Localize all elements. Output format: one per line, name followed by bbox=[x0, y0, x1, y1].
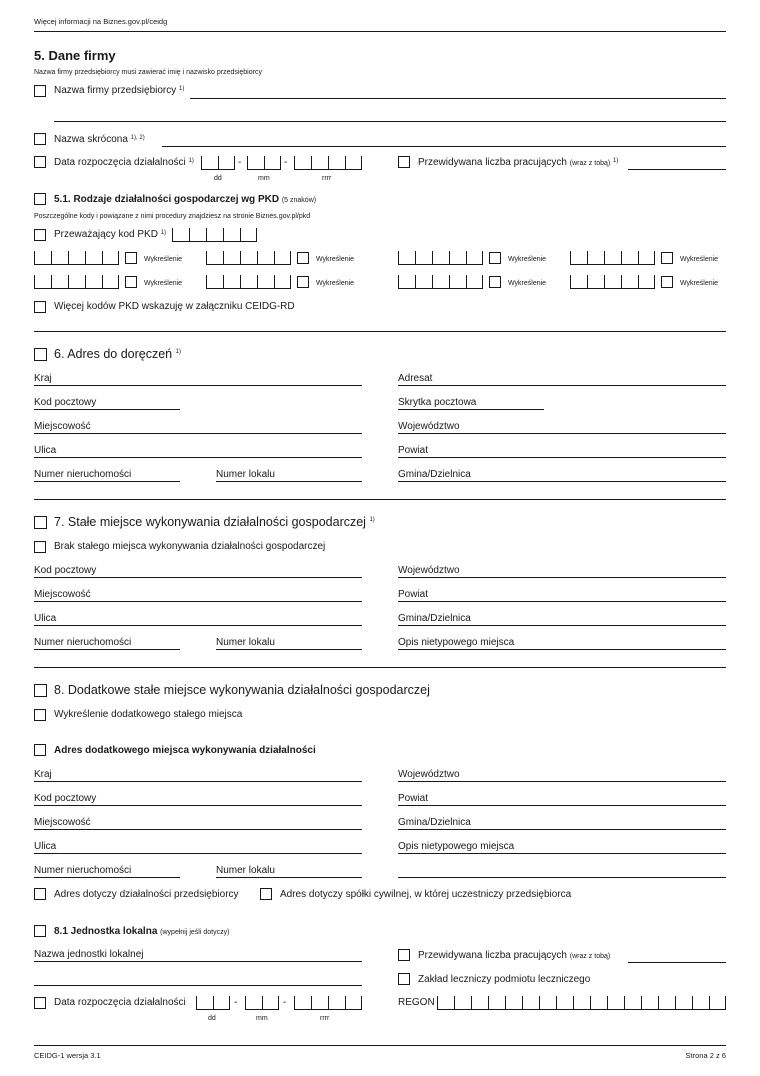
s6-gmina-field[interactable] bbox=[398, 481, 726, 482]
pkd-code-1[interactable] bbox=[34, 251, 119, 265]
s8-miejscowosc-label: Miejscowość bbox=[34, 817, 91, 828]
section-8-checkbox[interactable] bbox=[34, 684, 47, 697]
pkd-strike-label: Wykreślenie bbox=[680, 280, 719, 287]
more-pkd-label: Więcej kodów PKD wskazuję w załączniku CEIDG-RD bbox=[54, 301, 295, 312]
s8-strike-label: Wykreślenie dodatkowego stałego miejsca bbox=[54, 709, 243, 720]
s7-powiat-label: Powiat bbox=[398, 589, 429, 600]
s81-start-year[interactable] bbox=[294, 996, 362, 1010]
pkd-code-4[interactable] bbox=[570, 251, 655, 265]
pkd-section-title: 5.1. Rodzaje działalności gospodarczej wg PKD (5 znaków) bbox=[54, 194, 317, 205]
s6-wojewodztwo-field[interactable] bbox=[398, 433, 726, 434]
date-dash: - bbox=[283, 997, 287, 1008]
employees-checkbox[interactable] bbox=[398, 156, 410, 168]
s7-opis-label: Opis nietypowego miejsca bbox=[398, 637, 515, 648]
rrrr-hint: rrrr bbox=[322, 175, 332, 182]
pkd-strike-label: Wykreślenie bbox=[680, 256, 719, 263]
s8-miejscowosc-field[interactable] bbox=[34, 829, 362, 830]
pkd-strike-label: Wykreślenie bbox=[144, 280, 183, 287]
section-6-title: 6. Adres do doręczeń $^{1)}$ bbox=[54, 347, 181, 361]
s81-unit-name-field[interactable] bbox=[34, 961, 362, 962]
s7-nr-nier-label: Numer nieruchomości bbox=[34, 637, 132, 648]
s81-medical-checkbox[interactable] bbox=[398, 973, 410, 985]
s81-checkbox[interactable] bbox=[34, 925, 46, 937]
s81-unit-name-label: Nazwa jednostki lokalnej bbox=[34, 949, 144, 960]
pkd-strike-checkbox[interactable] bbox=[489, 252, 501, 264]
s7-wojewodztwo-label: Województwo bbox=[398, 565, 460, 576]
s6-nr-lok-label: Numer lokalu bbox=[216, 469, 275, 480]
footer-page: Strona 2 z 6 bbox=[685, 1051, 726, 1060]
s81-medical-label: Zakład leczniczy podmiotu leczniczego bbox=[418, 974, 591, 985]
start-date-month[interactable] bbox=[247, 156, 281, 170]
s81-start-day[interactable] bbox=[196, 996, 230, 1010]
pkd-strike-checkbox[interactable] bbox=[125, 276, 137, 288]
s6-kod-label: Kod pocztowy bbox=[34, 397, 97, 408]
pkd-strike-label: Wykreślenie bbox=[508, 280, 547, 287]
pkd-strike-label: Wykreślenie bbox=[316, 280, 355, 287]
s6-skrytka-label: Skrytka pocztowa bbox=[398, 397, 477, 408]
pkd-code-6[interactable] bbox=[206, 275, 291, 289]
s81-employees-label: Przewidywana liczba pracujących (wraz z tobą) bbox=[418, 950, 611, 961]
s81-start-date-label: Data rozpoczęcia działalności bbox=[54, 997, 186, 1008]
mm-hint: mm bbox=[258, 175, 270, 182]
start-date-day[interactable] bbox=[201, 156, 235, 170]
s7-nr-lok-label: Numer lokalu bbox=[216, 637, 275, 648]
rrrr-hint: rrrr bbox=[320, 1015, 330, 1022]
s6-nr-nier-field[interactable] bbox=[34, 481, 180, 482]
main-pkd-code[interactable] bbox=[172, 228, 257, 242]
main-pkd-label: Przeważający kod PKD $^{1)}$ bbox=[54, 229, 167, 240]
pkd-code-2[interactable] bbox=[206, 251, 291, 265]
s8-concerns-entrepreneur-checkbox[interactable] bbox=[34, 888, 46, 900]
pkd-strike-label: Wykreślenie bbox=[316, 256, 355, 263]
pkd-section-checkbox[interactable] bbox=[34, 193, 46, 205]
firm-name-label: Nazwa firmy przedsiębiorcy $^{1)}$ bbox=[54, 85, 185, 96]
main-pkd-checkbox[interactable] bbox=[34, 229, 46, 241]
pkd-strike-label: Wykreślenie bbox=[144, 256, 183, 263]
s8-opis-label: Opis nietypowego miejsca bbox=[398, 841, 515, 852]
dd-hint: dd bbox=[214, 175, 222, 182]
s8-address-title: Adres dodatkowego miejsca wykonywania działalności bbox=[54, 745, 316, 756]
s6-skrytka-field[interactable] bbox=[398, 409, 544, 410]
s6-nr-lok-field[interactable] bbox=[216, 481, 362, 482]
date-dash: - bbox=[284, 157, 288, 168]
header-info: Więcej informacji na Biznes.gov.pl/ceidg bbox=[34, 17, 168, 26]
s7-wojewodztwo-field[interactable] bbox=[398, 577, 726, 578]
s8-nr-nier-label: Numer nieruchomości bbox=[34, 865, 132, 876]
s8-address-checkbox[interactable] bbox=[34, 744, 46, 756]
s6-gmina-label: Gmina/Dzielnica bbox=[398, 469, 471, 480]
mm-hint: mm bbox=[256, 1015, 268, 1022]
s7-nr-lok-field[interactable] bbox=[216, 649, 362, 650]
s8-nr-lok-label: Numer lokalu bbox=[216, 865, 275, 876]
s81-employees-field[interactable] bbox=[628, 962, 726, 963]
s8-strike-checkbox[interactable] bbox=[34, 709, 46, 721]
s8-wojewodztwo-field[interactable] bbox=[398, 781, 726, 782]
dd-hint: dd bbox=[208, 1015, 216, 1022]
section-8-title: 8. Dodatkowe stałe miejsce wykonywania działalności gospodarczej bbox=[54, 683, 430, 697]
section-7-title: 7. Stałe miejsce wykonywania działalności gospodarczej $^{1)}$ bbox=[54, 515, 375, 529]
start-date-label: Data rozpoczęcia działalności $^{1)}$ bbox=[54, 157, 194, 168]
s81-regon-label: REGON bbox=[398, 997, 435, 1008]
s7-kod-label: Kod pocztowy bbox=[34, 565, 97, 576]
s81-employees-checkbox[interactable] bbox=[398, 949, 410, 961]
s6-ulica-field[interactable] bbox=[34, 457, 362, 458]
s8-gmina-label: Gmina/Dzielnica bbox=[398, 817, 471, 828]
pkd-code-5[interactable] bbox=[34, 275, 119, 289]
short-name-label: Nazwa skrócona $^{1), 2)}$ bbox=[54, 134, 145, 145]
short-name-checkbox[interactable] bbox=[34, 133, 46, 145]
s8-nr-nier-field[interactable] bbox=[34, 877, 180, 878]
s8-gmina-field[interactable] bbox=[398, 829, 726, 830]
s8-kod-field[interactable] bbox=[34, 805, 362, 806]
s6-wojewodztwo-label: Województwo bbox=[398, 421, 460, 432]
divider bbox=[34, 31, 726, 32]
date-dash: - bbox=[234, 997, 238, 1008]
divider bbox=[34, 1045, 726, 1046]
footer-version: CEIDG-1 wersja 3.1 bbox=[34, 1051, 101, 1060]
pkd-strike-checkbox[interactable] bbox=[661, 252, 673, 264]
s7-miejscowosc-field[interactable] bbox=[34, 601, 362, 602]
pkd-code-3[interactable] bbox=[398, 251, 483, 265]
divider bbox=[34, 667, 726, 668]
s6-adresat-label: Adresat bbox=[398, 373, 433, 384]
pkd-strike-checkbox[interactable] bbox=[125, 252, 137, 264]
s81-title: 8.1 Jednostka lokalna (wypełnij jeśli dotyczy) bbox=[54, 926, 230, 937]
start-date-checkbox[interactable] bbox=[34, 156, 46, 168]
s6-nr-nier-label: Numer nieruchomości bbox=[34, 469, 132, 480]
s81-unit-name-field-line2[interactable] bbox=[34, 985, 362, 986]
date-dash: - bbox=[238, 157, 242, 168]
short-name-field[interactable] bbox=[162, 146, 726, 147]
s81-regon-field[interactable] bbox=[437, 996, 726, 1010]
pkd-strike-checkbox[interactable] bbox=[489, 276, 501, 288]
s8-nr-lok-field[interactable] bbox=[216, 877, 362, 878]
s8-kod-label: Kod pocztowy bbox=[34, 793, 97, 804]
s7-ulica-label: Ulica bbox=[34, 613, 57, 624]
s6-adresat-field[interactable] bbox=[398, 385, 726, 386]
s6-miejscowosc-field[interactable] bbox=[34, 433, 362, 434]
employees-field[interactable] bbox=[628, 169, 726, 170]
s81-start-date-checkbox[interactable] bbox=[34, 997, 46, 1009]
employees-label: Przewidywana liczba pracujących (wraz z tobą) $^{1)}$ bbox=[418, 157, 619, 168]
s8-kraj-label: Kraj bbox=[34, 769, 52, 780]
s6-ulica-label: Ulica bbox=[34, 445, 57, 456]
section-7-checkbox[interactable] bbox=[34, 516, 47, 529]
s7-ulica-field[interactable] bbox=[34, 625, 362, 626]
pkd-strike-checkbox[interactable] bbox=[297, 276, 309, 288]
s7-opis-field[interactable] bbox=[398, 649, 726, 650]
section-5-note: Nazwa firmy przedsiębiorcy musi zawierać imię i nazwisko przedsiębiorcy bbox=[34, 69, 262, 76]
pkd-strike-checkbox[interactable] bbox=[297, 252, 309, 264]
s8-ulica-field[interactable] bbox=[34, 853, 362, 854]
divider bbox=[34, 499, 726, 500]
s8-wojewodztwo-label: Województwo bbox=[398, 769, 460, 780]
section-6-checkbox[interactable] bbox=[34, 348, 47, 361]
s8-concerns-entrepreneur-label: Adres dotyczy działalności przedsiębiorcy bbox=[54, 889, 239, 900]
no-fixed-place-checkbox[interactable] bbox=[34, 541, 46, 553]
section-5-title: 5. Dane firmy bbox=[34, 48, 116, 63]
s8-powiat-field[interactable] bbox=[398, 805, 726, 806]
s7-kod-field[interactable] bbox=[34, 577, 362, 578]
s6-kod-field[interactable] bbox=[34, 409, 180, 410]
s7-nr-nier-field[interactable] bbox=[34, 649, 180, 650]
firm-name-checkbox[interactable] bbox=[34, 85, 46, 97]
s8-powiat-label: Powiat bbox=[398, 793, 429, 804]
pkd-strike-label: Wykreślenie bbox=[508, 256, 547, 263]
s7-miejscowosc-label: Miejscowość bbox=[34, 589, 91, 600]
pkd-strike-checkbox[interactable] bbox=[661, 276, 673, 288]
more-pkd-checkbox[interactable] bbox=[34, 301, 46, 313]
s6-powiat-field[interactable] bbox=[398, 457, 726, 458]
s81-start-month[interactable] bbox=[245, 996, 279, 1010]
s8-ulica-label: Ulica bbox=[34, 841, 57, 852]
s6-miejscowosc-label: Miejscowość bbox=[34, 421, 91, 432]
s8-concerns-partnership-label: Adres dotyczy spółki cywilnej, w której uczestniczy przedsiębiorca bbox=[280, 889, 572, 900]
s6-powiat-label: Powiat bbox=[398, 445, 429, 456]
s8-opis-field[interactable] bbox=[398, 853, 726, 854]
s8-kraj-field[interactable] bbox=[34, 781, 362, 782]
firm-name-field[interactable] bbox=[190, 98, 726, 99]
s7-gmina-field[interactable] bbox=[398, 625, 726, 626]
divider bbox=[34, 331, 726, 332]
pkd-code-7[interactable] bbox=[398, 275, 483, 289]
s8-concerns-partnership-checkbox[interactable] bbox=[260, 888, 272, 900]
pkd-note: Poszczególne kody i powiązane z nimi procedury znajdziesz na stronie Biznes.gov.pl/pkd bbox=[34, 213, 311, 220]
no-fixed-place-label: Brak stałego miejsca wykonywania działalności gospodarczej bbox=[54, 541, 326, 552]
firm-name-field-line2[interactable] bbox=[54, 121, 726, 122]
s6-kraj-label: Kraj bbox=[34, 373, 52, 384]
s6-kraj-field[interactable] bbox=[34, 385, 362, 386]
s7-powiat-field[interactable] bbox=[398, 601, 726, 602]
s8-opis-field-line2[interactable] bbox=[398, 877, 726, 878]
pkd-code-8[interactable] bbox=[570, 275, 655, 289]
start-date-year[interactable] bbox=[294, 156, 362, 170]
s7-gmina-label: Gmina/Dzielnica bbox=[398, 613, 471, 624]
